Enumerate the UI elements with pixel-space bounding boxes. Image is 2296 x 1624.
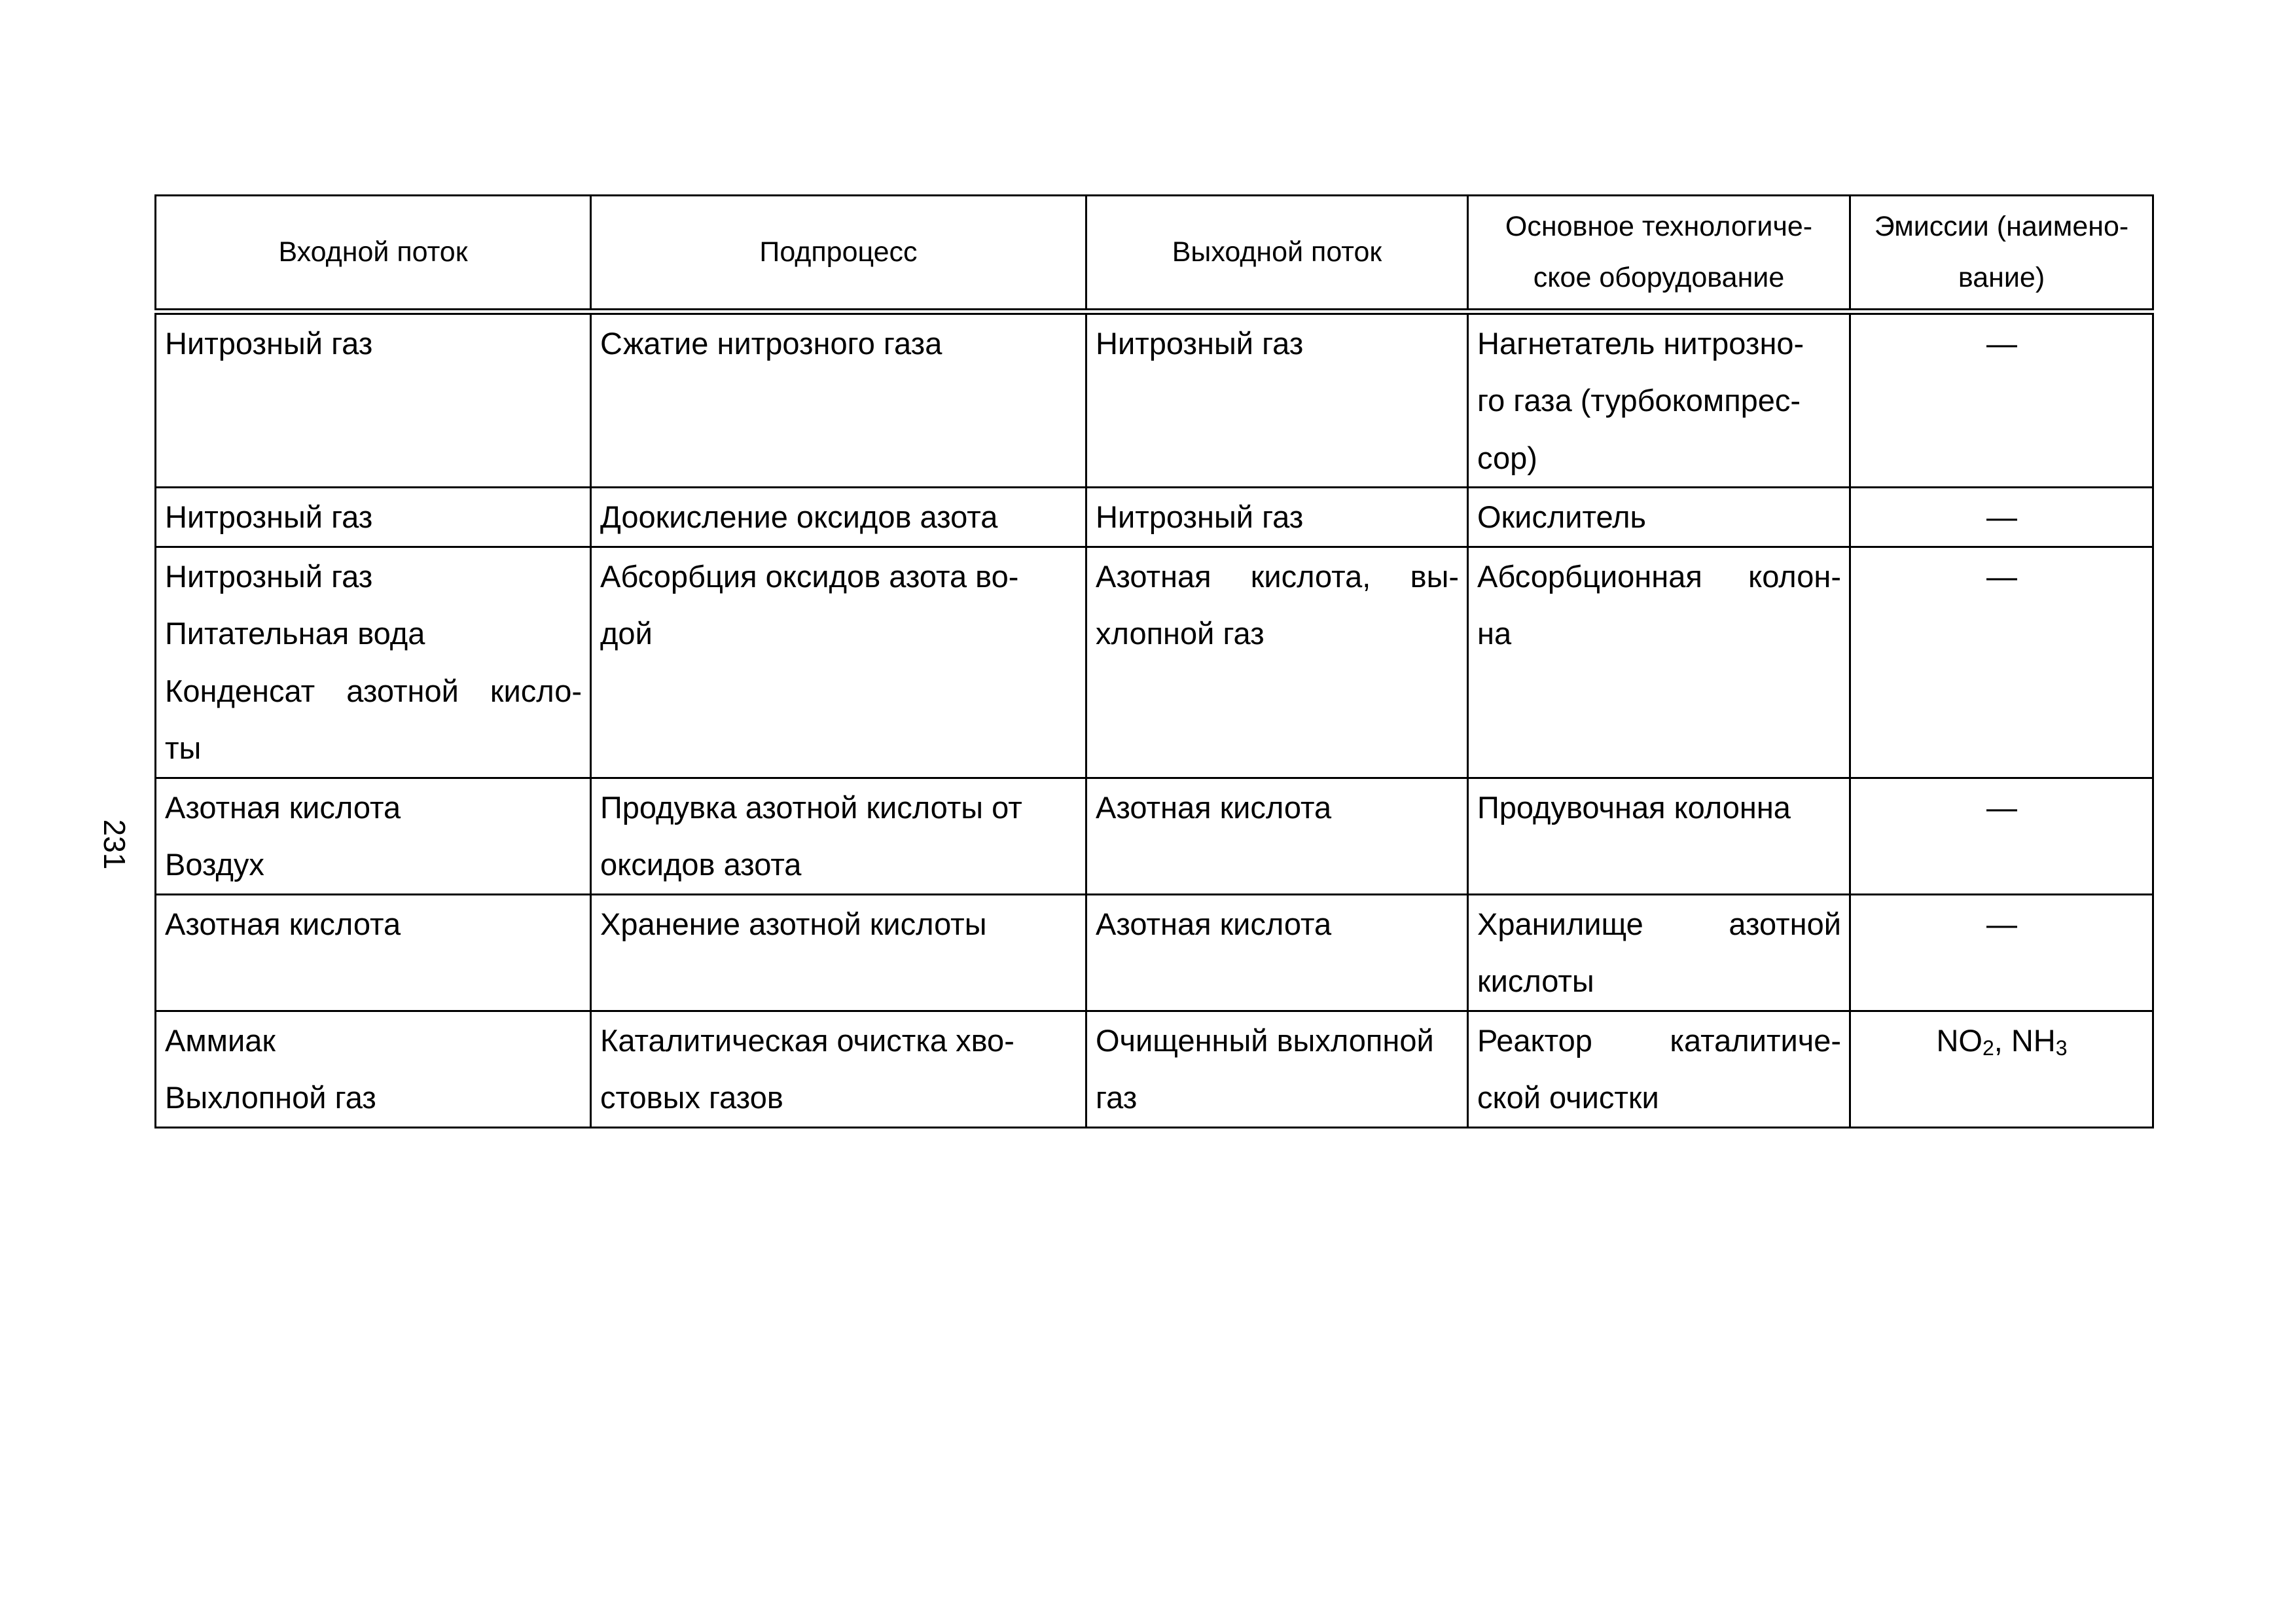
cell-output <box>1086 547 1468 778</box>
cell-output <box>1086 488 1468 547</box>
cell-line: кислоты <box>1477 964 1594 998</box>
table-row <box>156 1011 2153 1127</box>
cell-line: хлопной газ <box>1096 616 1265 651</box>
cell-line: Нитрозный газ <box>1096 325 1304 361</box>
header-line: ское оборудование <box>1533 262 1785 294</box>
header-equipment <box>1468 196 1850 312</box>
cell-line: Сжатие нитрозного газа <box>600 325 942 361</box>
cell-line: Азотная кислота <box>1096 906 1332 941</box>
cell-emissions <box>1850 778 2153 894</box>
header-line: Выходной поток <box>1172 236 1382 268</box>
cell-output <box>1086 894 1468 1011</box>
cell-line: Аммиак <box>165 1022 276 1058</box>
header-line: Основное технологиче- <box>1505 211 1813 243</box>
cell-line: — <box>1986 558 2017 594</box>
cell-emissions <box>1850 547 2153 778</box>
cell-output <box>1086 312 1468 488</box>
cell-line: Азотная кислота <box>1096 789 1332 825</box>
header-input-flow <box>156 196 591 312</box>
header-line: Подпроцесс <box>759 236 918 268</box>
cell-line: Нитрозный газ <box>165 499 373 534</box>
cell-line: Реактор каталитиче- <box>1477 1022 1841 1058</box>
cell-line: Доокисление оксидов азота <box>600 499 998 534</box>
formula-no: NO <box>1936 1022 1982 1058</box>
cell-line: — <box>1986 906 2017 941</box>
cell-line: Азотная кислота <box>165 789 401 825</box>
table-row <box>156 778 2153 894</box>
cell-emissions <box>1850 1011 2153 1127</box>
cell-equipment <box>1468 894 1850 1011</box>
table-row <box>156 547 2153 778</box>
cell-equipment <box>1468 547 1850 778</box>
cell-input <box>156 894 591 1011</box>
cell-line: Воздух <box>165 847 264 882</box>
cell-line: на <box>1477 616 1512 651</box>
header-emissions <box>1850 196 2153 312</box>
header-output-flow <box>1086 196 1468 312</box>
header-subprocess <box>591 196 1086 312</box>
table-row <box>156 894 2153 1011</box>
header-line: вание) <box>1958 262 2045 294</box>
cell-line: Абсорбционная колон- <box>1477 558 1841 594</box>
cell-subprocess <box>591 312 1086 488</box>
cell-equipment <box>1468 1011 1850 1127</box>
header-line: Эмиссии (наимено- <box>1874 211 2129 243</box>
cell-line: — <box>1986 325 2017 361</box>
cell-line: го газа (турбокомпрес- <box>1477 383 1801 418</box>
cell-line: — <box>1986 499 2017 534</box>
cell-line: — <box>1986 789 2017 825</box>
process-table <box>154 194 2154 1128</box>
cell-line: Нитрозный газ <box>165 325 373 361</box>
cell-equipment <box>1468 312 1850 488</box>
cell-subprocess <box>591 1011 1086 1127</box>
cell-emissions <box>1850 312 2153 488</box>
cell-line: Каталитическая очистка хво- <box>600 1022 1014 1058</box>
table-body <box>156 312 2153 1128</box>
cell-line: Нитрозный газ <box>1096 499 1304 534</box>
cell-line: ты <box>165 731 202 765</box>
cell-equipment <box>1468 488 1850 547</box>
cell-line: газ <box>1096 1080 1138 1115</box>
cell-line: Продувочная колонна <box>1477 789 1791 825</box>
cell-line: оксидов азота <box>600 847 802 882</box>
cell-input <box>156 1011 591 1127</box>
cell-line: Выхлопной газ <box>165 1080 376 1115</box>
cell-line: ской очистки <box>1477 1080 1659 1115</box>
cell-output <box>1086 778 1468 894</box>
cell-line: Питательная вода <box>165 616 425 651</box>
cell-line: Окислитель <box>1477 499 1647 534</box>
cell-subprocess <box>591 778 1086 894</box>
table-row <box>156 312 2153 488</box>
cell-line: сор) <box>1477 440 1537 475</box>
cell-line: Азотная кислота <box>165 906 401 941</box>
cell-line: Хранилище азотной <box>1477 906 1841 941</box>
cell-input <box>156 312 591 488</box>
emissions-formula <box>1859 1012 2144 1070</box>
cell-subprocess <box>591 547 1086 778</box>
cell-line: Очищенный выхлопной <box>1096 1022 1434 1058</box>
cell-line: Продувка азотной кислоты от <box>600 789 1022 825</box>
cell-equipment <box>1468 778 1850 894</box>
cell-line: Абсорбция оксидов азота во- <box>600 558 1019 594</box>
cell-input <box>156 488 591 547</box>
table-row <box>156 488 2153 547</box>
table-header <box>156 196 2153 312</box>
cell-line: Нагнетатель нитрозно- <box>1477 325 1804 361</box>
cell-emissions <box>1850 894 2153 1011</box>
page-number: 231 <box>98 819 132 870</box>
cell-emissions <box>1850 488 2153 547</box>
cell-line: Хранение азотной кислоты <box>600 906 987 941</box>
cell-subprocess <box>591 488 1086 547</box>
header-line: Входной поток <box>278 236 468 268</box>
cell-input <box>156 778 591 894</box>
cell-line: Нитрозный газ <box>165 558 373 594</box>
formula-sub-3: 3 <box>2055 1036 2068 1060</box>
formula-nh: , NH <box>1994 1022 2056 1058</box>
cell-output <box>1086 1011 1468 1127</box>
cell-line: дой <box>600 616 653 651</box>
cell-line: Азотная кислота, вы- <box>1096 558 1459 594</box>
cell-input <box>156 547 591 778</box>
cell-subprocess <box>591 894 1086 1011</box>
cell-line: стовых газов <box>600 1080 783 1115</box>
formula-sub-2: 2 <box>1982 1036 1994 1060</box>
cell-line: Конденсат азотной кисло- <box>165 673 582 708</box>
